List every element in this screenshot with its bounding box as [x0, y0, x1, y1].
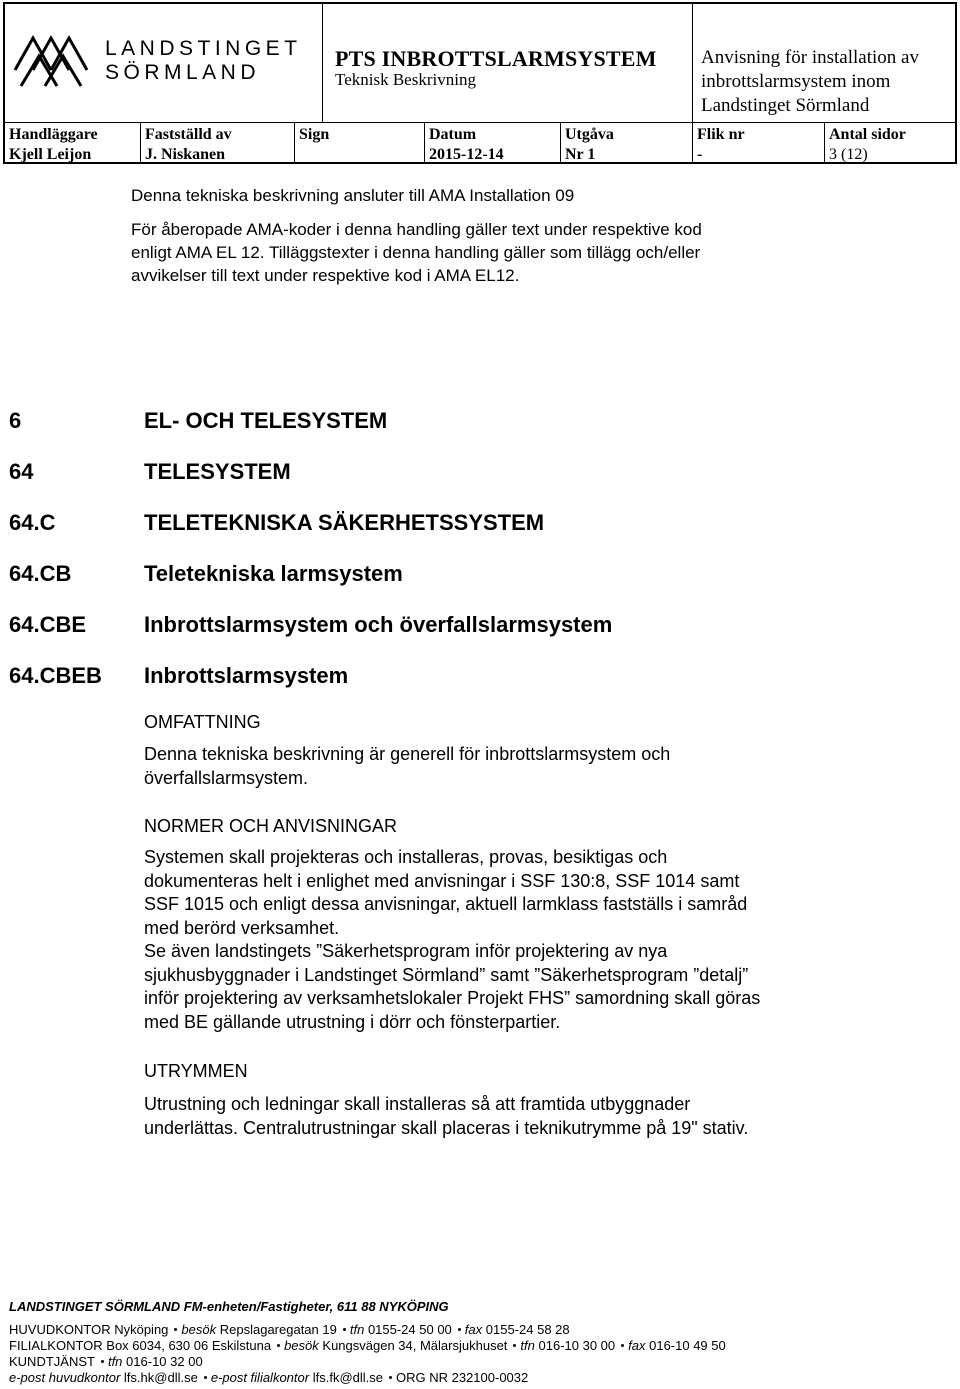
email-hq-link[interactable]: lfs.hk@dll.se [123, 1370, 198, 1385]
text-line: Denna tekniska beskrivning är generell för inbrottslarmsystem och [144, 744, 671, 764]
bullet-icon [389, 1376, 392, 1379]
email-branch-link[interactable]: lfs.fk@dll.se [312, 1370, 383, 1385]
text-line: Systemen skall projekteras och installeras, provas, besiktigas och [144, 847, 668, 867]
omfattning-heading: OMFATTNING [144, 712, 261, 732]
logo-text-line2: SÖRMLAND [105, 61, 261, 84]
bullet-icon [343, 1328, 346, 1331]
text-line: med BE gällande utrustning i dörr och fönsterpartier. [144, 1011, 561, 1032]
utrymmen-text [144, 1093, 924, 1140]
field-datum [425, 123, 561, 163]
hq-phone: 0155-24 50 00 [367, 1322, 452, 1337]
footer-contact [9, 1322, 726, 1386]
note-line: inbrottslarmsystem inom [701, 71, 891, 92]
section-number: 64.CB [9, 561, 72, 586]
text-line: underlättas. Centralutrustningar skall placeras i teknikutrymme på 19" stativ. [144, 1117, 749, 1138]
branch-label: FILIALKONTOR Box 6034, 630 06 Eskilstuna [9, 1338, 272, 1353]
text-line: dokumenteras helt i enlighet med anvisningar i SSF 130:8, SSF 1014 samt [144, 870, 740, 891]
intro-text [131, 184, 702, 287]
fax-label: fax [464, 1322, 483, 1337]
omfattning-text [144, 743, 924, 790]
field-value: - [697, 146, 703, 163]
field-sign [295, 123, 425, 163]
section-number: 6 [9, 408, 22, 433]
footer-organisation [9, 1299, 449, 1314]
bullet-icon [101, 1360, 104, 1363]
visit-label: besök [284, 1338, 319, 1353]
normer-heading: NORMER OCH ANVISNINGAR [144, 816, 398, 836]
branch-visit-address: Kungsvägen 34, Mälarsjukhuset [322, 1338, 508, 1353]
field-handlaggare [5, 123, 141, 163]
field-utgava [561, 123, 693, 163]
bullet-icon [458, 1328, 461, 1331]
intro-line: För åberopade AMA-koder i denna handling gäller text under respektive kod [131, 220, 702, 239]
hq-visit-address: Repslagaregatan 19 [219, 1322, 337, 1337]
text-line: inför projektering av verksamhetslokaler Projekt FHS” samordning skall göras [144, 988, 761, 1008]
field-flik-nr [693, 123, 825, 163]
bullet-icon [277, 1344, 280, 1347]
section-title: Teletekniska larmsystem [144, 561, 403, 586]
bullet-icon [174, 1328, 177, 1331]
note-cell [693, 4, 955, 122]
utrymmen-heading: UTRYMMEN [144, 1061, 248, 1081]
fax-label: fax [628, 1338, 646, 1353]
service-label: KUNDTJÄNST [9, 1354, 95, 1369]
footer-service-line [9, 1354, 726, 1370]
field-label: Sign [299, 126, 330, 143]
header-top-row [5, 4, 955, 122]
landstinget-logo-icon [11, 30, 99, 94]
footer-hq-line [9, 1322, 726, 1338]
note-line: Anvisning för installation av [701, 47, 919, 68]
section-number: 64.CBE [9, 612, 87, 637]
text-line: Utrustning och ledningar skall installeras så att framtida utbyggnader [144, 1094, 691, 1114]
section-number: 64.C [9, 510, 56, 535]
title-cell [323, 4, 693, 122]
footer-branch-line [9, 1338, 726, 1354]
logo-cell [5, 4, 323, 122]
visit-label: besök [181, 1322, 217, 1337]
footer-email-line [9, 1370, 726, 1386]
service-phone: 016-10 32 00 [126, 1354, 203, 1369]
field-antal-sidor [825, 123, 955, 163]
email-hq-label: e-post huvudkontor [9, 1370, 121, 1385]
text-line: SSF 1015 och enligt dessa anvisningar, aktuell larmklass fastställs i samråd [144, 894, 748, 914]
field-label: Flik nr [697, 126, 745, 143]
text-line: sjukhusbyggnader i Landstinget Sörmland” samt ”Säkerhetsprogram ”detalj” [144, 964, 749, 985]
section-title: TELETEKNISKA SÄKERHETSSYSTEM [144, 510, 545, 535]
field-value: Nr 1 [565, 146, 596, 163]
document-header [3, 2, 957, 164]
branch-fax: 016-10 49 50 [649, 1338, 726, 1353]
section-number: 64.CBEB [9, 663, 102, 688]
header-fields-row [5, 122, 955, 162]
field-label: Datum [429, 126, 477, 143]
document-title: PTS INBROTTSLARMSYSTEM [335, 46, 657, 71]
field-faststalld-av [141, 123, 295, 163]
field-label: Handläggare [9, 126, 98, 143]
section-title: EL- OCH TELESYSTEM [144, 408, 388, 433]
tel-label: tfn [520, 1338, 535, 1353]
intro-line: enligt AMA EL 12. Tilläggstexter i denna handling gäller som tillägg och/eller [131, 243, 701, 262]
section-title: Inbrottslarmsystem [144, 663, 349, 688]
tel-label: tfn [349, 1322, 365, 1337]
tel-label: tfn [107, 1354, 123, 1369]
field-value: 2015-12-14 [429, 146, 504, 163]
document-subtitle: Teknisk Beskrivning [335, 70, 476, 89]
field-label: Fastställd av [145, 126, 232, 143]
bullet-icon [204, 1376, 207, 1379]
email-branch-label: e-post filialkontor [210, 1370, 310, 1385]
hq-label: HUVUDKONTOR Nyköping [9, 1322, 169, 1337]
footer-org-name: LANDSTINGET SÖRMLAND FM-enheten/Fastigheter, 611 88 NYKÖPING [9, 1299, 449, 1314]
field-value: J. Niskanen [145, 146, 226, 163]
normer-text [144, 846, 924, 1034]
hq-fax: 0155-24 58 28 [485, 1322, 570, 1337]
note-line: Landstinget Sörmland [701, 95, 870, 116]
bullet-icon [621, 1344, 624, 1347]
document-note [701, 46, 919, 118]
intro-line: avvikelser till text under respektive kod i AMA EL12. [131, 266, 520, 285]
section-title: Inbrottslarmsystem och överfallslarmsystem [144, 612, 613, 637]
text-line: med berörd verksamhet. [144, 917, 340, 938]
field-value: Kjell Leijon [9, 146, 92, 163]
org-number: ORG NR 232100-0032 [396, 1370, 529, 1385]
section-title: TELESYSTEM [144, 459, 291, 484]
bullet-icon [513, 1344, 516, 1347]
section-number: 64 [9, 459, 34, 484]
field-label: Antal sidor [829, 126, 906, 143]
intro-paragraph: Denna tekniska beskrivning ansluter till AMA Installation 09 [131, 186, 575, 205]
field-value: 3 (12) [829, 146, 868, 163]
branch-phone: 016-10 30 00 [538, 1338, 616, 1353]
field-label: Utgåva [565, 126, 614, 143]
text-line: överfallslarmsystem. [144, 767, 309, 788]
logo-text-line1: LANDSTINGET [105, 37, 302, 60]
text-line: Se även landstingets ”Säkerhetsprogram inför projektering av nya [144, 941, 668, 961]
